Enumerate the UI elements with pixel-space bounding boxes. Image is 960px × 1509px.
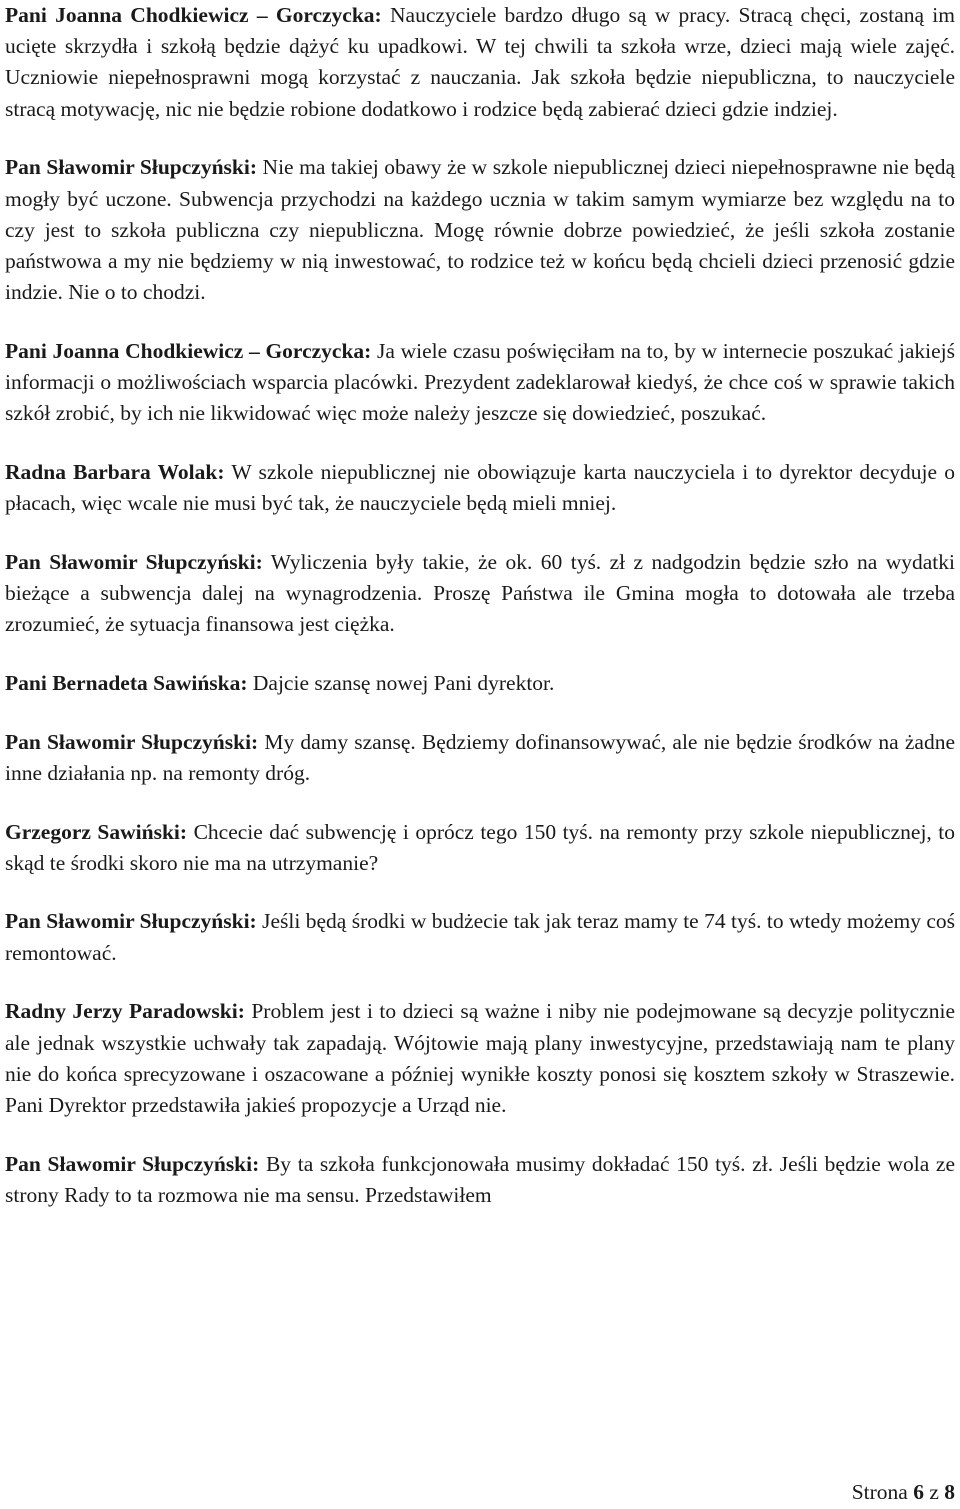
speaker-name: Pani Joanna Chodkiewicz – Gorczycka: (5, 3, 382, 27)
page-number-footer (852, 1477, 955, 1508)
speaker-name: Pan Sławomir Słupczyński: (5, 909, 257, 934)
speaker-name: Radna Barbara Wolak: (5, 459, 225, 484)
paragraph-text: W szkole niepublicznej nie obowiązuje karta nauczyciela i to dyrektor decyduje o płacach, więc wcale nie musi być tak, że nauczyciele będą mieli mniej. (5, 459, 955, 516)
paragraph-text: My damy szansę. Będziemy dofinansowywać, ale nie będzie środków na żadne inne działania np. na remonty dróg. (5, 729, 955, 785)
paragraph (5, 336, 955, 430)
speaker-name: Pan Sławomir Słupczyński: (5, 729, 259, 754)
paragraph-text: Chcecie dać subwencję i oprócz tego 150 tyś. na remonty przy szkole niepublicznej, to skąd te środki skoro nie ma na utrzymanie? (5, 819, 956, 875)
document-page (5, 0, 955, 1239)
paragraph-text: Problem jest i to dzieci są ważne i niby nie podejmowane są decyzje politycznie ale jednak wszystkie uchwały tak zapadają. Wójtowie mają plany inwestycyjne, przedstawiają nam te plany nie do końca sprecyzowane i oszacowane a później wynikłe koszty ponosi się kosztem szkoły w Straszewie. Pani Dyrektor przedstawiła jakieś propozycje a Urząd nie. (5, 999, 955, 1117)
page-separator: z (929, 1480, 939, 1504)
paragraph (5, 1149, 955, 1211)
speaker-name: Pani Bernadeta Sawińska: (5, 670, 248, 695)
paragraph (5, 817, 955, 879)
total-page-number: 8 (944, 1480, 955, 1504)
speaker-name: Pan Sławomir Słupczyński: (5, 1151, 260, 1176)
paragraph-text: Wyliczenia były takie, że ok. 60 tyś. zł z nadgodzin będzie szło na wydatki bieżące a subwencja dalej na wynagrodzenia. Proszę Państwa ile Gmina mogła to dotowała ale trzeba zrozumieć, że sytuacja finansowa jest ciężka. (5, 549, 955, 637)
paragraph-text: Ja wiele czasu poświęciłam na to, by w internecie poszukać jakiejś informacji o możliwościach wsparcia placówki. Prezydent zadeklarował kiedyś, że chce coś w sprawie takich szkół zrobić, by ich nie likwidować więc może należy jeszcze się dowiedzieć, poszukać. (5, 338, 955, 426)
paragraph (5, 0, 955, 125)
speaker-name: Pan Sławomir Słupczyński: (5, 549, 263, 574)
paragraph-text: Dajcie szansę nowej Pani dyrektor. (252, 670, 555, 695)
paragraph-text: Jeśli będą środki w budżecie tak jak teraz mamy te 74 tyś. to wtedy możemy coś remontować. (5, 909, 956, 965)
paragraph (5, 152, 955, 308)
speaker-name: Pani Joanna Chodkiewicz – Gorczycka: (5, 338, 372, 363)
speaker-name: Grzegorz Sawiński: (5, 819, 188, 844)
paragraph-text: Nauczyciele bardzo długo są w pracy. Stracą chęci, zostaną im ucięte skrzydła i szkołą będzie dążyć ku upadkowi. W tej chwili ta szkoła wrze, dzieci mają wiele zajęć. Uczniowie niepełnosprawni mogą korzystać z nauczania. Jak szkoła będzie niepubliczna, to nauczyciele stracą motywację, nic nie będzie robione dodatkowo i rodzice będą zabierać dzieci gdzie indziej. (5, 3, 956, 121)
paragraph (5, 906, 955, 968)
paragraph-text: Nie ma takiej obawy że w szkole niepublicznej dzieci niepełnosprawne nie będą mogły być uczone. Subwencja przychodzi na każdego ucznia w takim samym wymiarze bez względu na to czy jest to szkoła publiczna czy niepubliczna. Mogę równie dobrze powiedzieć, że jeśli szkoła zostanie państwowa a my nie będziemy w nią inwestować, to rodzice też w końcu będą chcieli dzieci przenosić gdzie indzie. Nie o to chodzi. (5, 155, 955, 305)
paragraph (5, 547, 955, 641)
speaker-name: Radny Jerzy Paradowski: (5, 999, 245, 1024)
current-page-number: 6 (913, 1480, 924, 1504)
paragraph-text: By ta szkoła funkcjonowała musimy dokładać 150 tyś. zł. Jeśli będzie wola ze strony Rady to ta rozmowa nie ma sensu. Przedstawiłem (5, 1151, 955, 1207)
paragraph (5, 727, 955, 789)
paragraph (5, 668, 955, 699)
paragraph (5, 457, 955, 519)
paragraph (5, 996, 955, 1121)
page-label: Strona (851, 1480, 908, 1504)
speaker-name: Pan Sławomir Słupczyński: (5, 155, 257, 180)
